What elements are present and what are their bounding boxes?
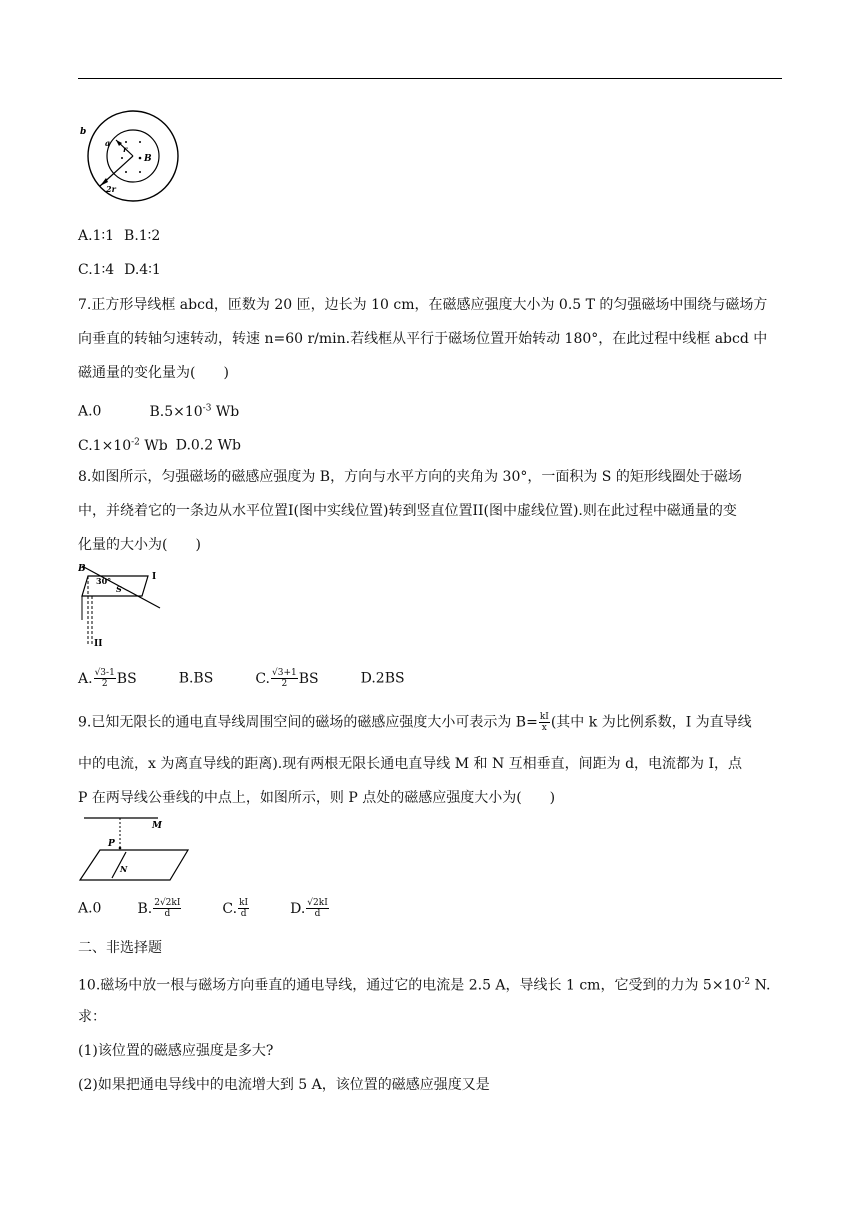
q9-option-a: A.0 <box>78 900 102 917</box>
label-b: b <box>80 127 87 137</box>
q8-line1: 8.如图所示，匀强磁场的磁感应强度为 B，方向与水平方向的夹角为 30°，一面积为 S 的矩形线圈处于磁场 <box>78 469 742 485</box>
q8-options <box>78 668 405 689</box>
q9-options <box>78 898 330 919</box>
label-M: M <box>152 821 162 831</box>
label-P: P <box>108 839 115 849</box>
label-B: B <box>144 154 152 164</box>
section-heading-non-choice: 二、非选择题 <box>78 940 162 956</box>
concentric-circles-figure <box>78 106 188 202</box>
label-S: S <box>116 584 122 594</box>
q6-options-row2 <box>78 260 161 280</box>
label-a: a <box>105 138 111 148</box>
label-2r: 2r <box>106 184 116 194</box>
q7-option-a: A.0 <box>78 403 102 420</box>
q9-option-c: C. $\frac{kI}{d}$ <box>222 898 249 919</box>
q9-option-d: D. $\frac{√2kI}{d}$ <box>290 898 328 919</box>
label-B: B <box>78 564 86 574</box>
label-I: I <box>152 572 157 582</box>
q6-options-row1 <box>78 226 160 246</box>
q10-sub1: (1)该位置的磁感应强度是多大? <box>78 1043 274 1059</box>
q8-option-d: D.2BS <box>360 670 405 687</box>
q7-line3: 磁通量的变化量为( ) <box>78 365 229 381</box>
q8-option-c: C. $\frac{√3+1}{2}$ BS <box>255 668 319 689</box>
q8-option-b: B.BS <box>178 670 214 687</box>
q7-option-c: $C.1\times 10^{-2}$ Wb <box>78 437 168 454</box>
q7-line2: 向垂直的转轴匀速转动，转速 n=60 r/min.若线框从平行于磁场位置开始转动 180°，在此过程中线框 abcd 中 <box>78 331 768 347</box>
q7-options-row1 <box>78 398 239 422</box>
q6-option-c: C.1∶4 <box>78 262 115 278</box>
formula-kI-over-x: $\frac{kI}{x}$ <box>539 712 549 733</box>
q6-option-a: A.1∶1 <box>78 228 115 244</box>
label-30deg: 30° <box>96 576 112 586</box>
q10-line1: 10.磁场中放一根与磁场方向垂直的通电导线，通过它的电流是 2.5 A，导线长 1 cm，它受到的力为 $5\times 10^{-2}$ N. <box>78 977 771 994</box>
q10-sub2: (2)如果把通电导线中的电流增大到 5 A，该位置的磁感应强度又是 <box>78 1077 490 1093</box>
q9-line2: 中的电流，x 为离直导线的距离).现有两根无限长通电直导线 M 和 N 互相垂直，间距为 d，电流都为 I，点 <box>78 756 743 772</box>
q8-option-a: A. $\frac{√3-1}{2}$ BS <box>78 668 137 689</box>
q7-line1: 7.正方形导线框 abcd，匝数为 20 匝，边长为 10 cm，在磁感应强度大小为 0.5 T 的匀强磁场中围绕与磁场方 <box>78 297 768 313</box>
q8-line2: 中，并绕着它的一条边从水平位置I(图中实线位置)转到竖直位置II(图中虚线位置).则在此过程中磁通量的变 <box>78 503 737 519</box>
header-rule <box>78 78 782 79</box>
q7-option-d: D.0.2 Wb <box>175 437 241 454</box>
label-N: N <box>120 864 128 874</box>
q6-option-d: D.4∶1 <box>124 262 161 278</box>
q10-line2: 求： <box>78 1009 106 1025</box>
q7-options-row2 <box>78 432 241 456</box>
rotating-coil-figure <box>78 560 168 652</box>
q9-line3: P 在两导线公垂线的中点上，如图所示，则 P 点处的磁感应强度大小为( ) <box>78 790 556 806</box>
q8-line3: 化量的大小为( ) <box>78 537 201 553</box>
perpendicular-wires-figure <box>78 814 190 884</box>
q6-option-b: B.1∶2 <box>124 228 161 244</box>
q9-line1: 9.已知无限长的通电直导线周围空间的磁场的磁感应强度大小可表示为 B= $\frac{kI}{x}$ (其中 k 为比例系数，I 为直导线 <box>78 712 752 733</box>
label-II: II <box>94 639 103 649</box>
label-r: r <box>123 144 128 154</box>
q9-option-b: B. $\frac{2√2kI}{d}$ <box>137 898 181 919</box>
q7-option-b: $B.5\times 10^{-3}$ Wb <box>149 403 240 420</box>
